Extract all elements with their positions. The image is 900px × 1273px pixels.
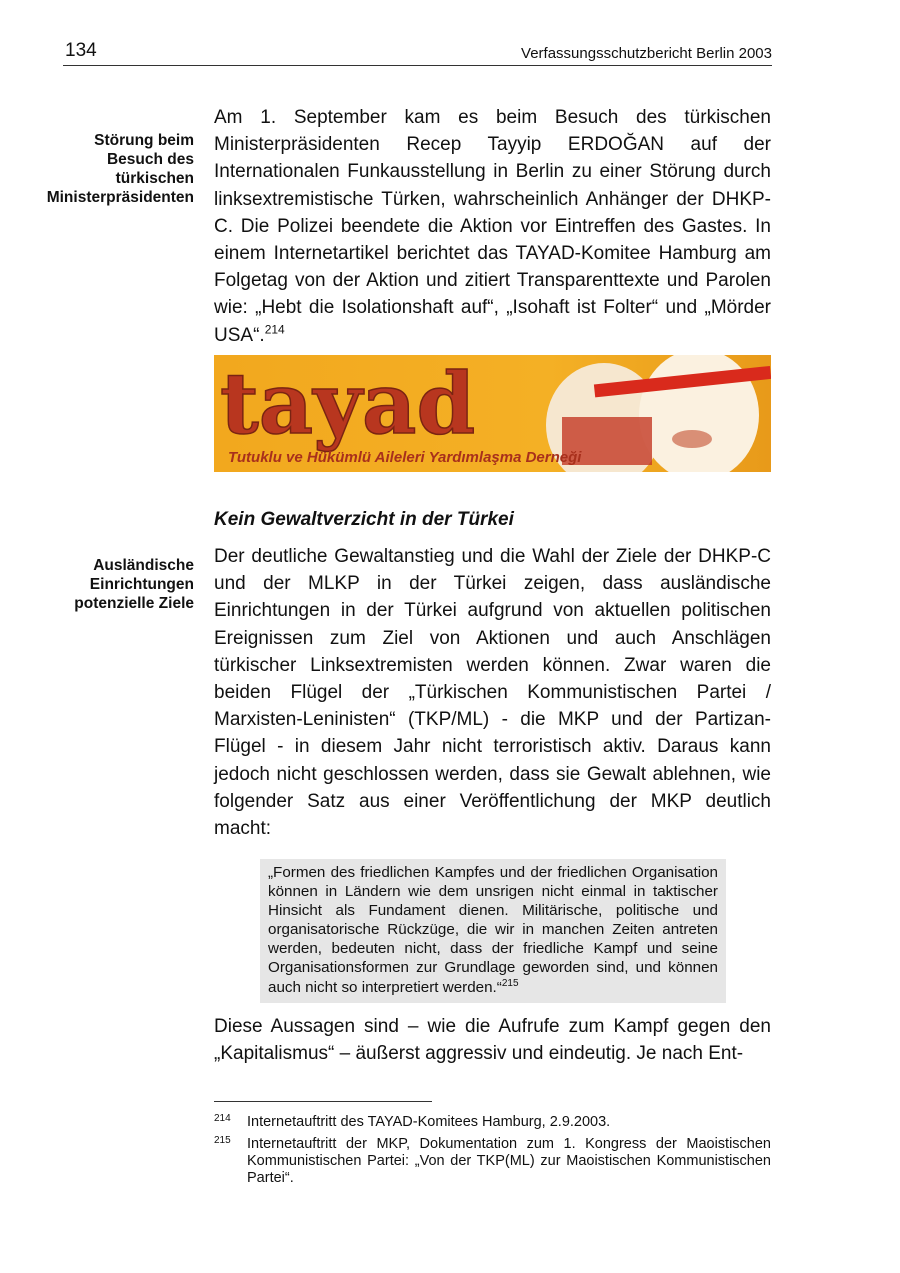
footnote-text: Internetauftritt des TAYAD-Komitees Hamburg, 2.9.2003.	[247, 1114, 611, 1130]
margin-note-line: potenzielle Ziele	[74, 595, 194, 612]
paragraph-text: Am 1. September kam es beim Besuch des türkischen Ministerpräsidenten Recep Tayyip ERDOĞAN auf der Internationalen Funkausstellung in Berlin zu einer Störung durch linksextremistische Türken, wahrscheinlich Anhänger der DHKP-C. Die Polizei beendete die Aktion vor Eintreffen des Gastes. In einem Internetartikel berichtet das TAYAD-Komitee Hamburg am Folgetag von der Aktion und zitiert Transparenttexte und Parolen wie: „Hebt die Isolationshaft auf“, „Isohaft ist Folter“ und „Mörder USA“.	[214, 107, 771, 346]
margin-note-line: türkischen	[115, 170, 194, 187]
banner-subtitle: Tutuklu ve Hükümlü Aileleri Yardımlaşma Derneği	[228, 449, 582, 466]
paragraph-violence: Der deutliche Gewaltanstieg und die Wahl der Ziele der DHKP-C und der MLKP in der Türkei zeigen, dass ausländische Einrichtungen in der Türkei aufgrund von aktuellen politischen Ereignissen zum Ziel von Aktionen und auch Anschlägen türkischer Linksextremisten werden können. Zwar waren die beiden Flügel der „Türkischen Kommunistischen Partei / Marxisten-Leninisten“ (TKP/ML) - die MKP und der Partizan-Flügel - in diesem Jahr nicht terroristisch aktiv. Daraus kann jedoch nicht geschlossen werden, dass sie Gewalt ablehnen, wie folgender Satz aus einer Veröffentlichung der MKP deutlich macht:	[214, 546, 771, 840]
header-rule	[63, 65, 772, 66]
banner-logo-text: tayad	[220, 355, 476, 453]
paragraph-erdogan-visit	[214, 104, 771, 349]
block-quote	[260, 859, 726, 1003]
paragraph-statements: Diese Aussagen sind – wie die Aufrufe zum Kampf gegen den „Kapitalismus“ – äußerst aggressiv und eindeutig. Je nach Ent-	[214, 1016, 771, 1065]
page-number: 134	[65, 40, 97, 61]
footnote-number: 214	[214, 1113, 231, 1124]
footnote-ref: 214	[264, 322, 285, 337]
mouth-shape	[672, 430, 712, 448]
margin-note-line: Störung beim	[94, 132, 194, 149]
footnote-text: Internetauftritt der MKP, Dokumentation zum 1. Kongress der Maoistischen Kommunistischen Partei: „Von der TKP(ML) zur Maoistischen Kommunistischen Partei“.	[247, 1136, 771, 1186]
footnote-number: 215	[214, 1135, 231, 1146]
margin-note-disturbance	[20, 131, 194, 207]
quote-text: „Formen des friedlichen Kampfes und der friedlichen Organisation können in Ländern wie dem unsrigen nicht einmal in taktischer Hinsicht als Fundament dienen. Militärische, politische und organisatorische Rückzüge, die wir in manchen Zeiten antreten werden, bedeuten nicht, dass der friedliche Kampf und seine Organisationsformen zur Grundlage geworden sind, und können auch nicht so interpretiert werden.“	[268, 864, 718, 996]
margin-note-line: Einrichtungen	[89, 576, 194, 593]
running-header-title: Verfassungsschutzbericht Berlin 2003	[521, 45, 772, 62]
margin-note-line: Besuch des	[106, 151, 194, 168]
margin-note-line: Ministerpräsidenten	[46, 189, 194, 206]
footnote-rule	[214, 1101, 432, 1102]
margin-note-foreign-institutions	[20, 556, 194, 613]
tayad-banner-image	[214, 355, 771, 472]
margin-note-line: Ausländische	[93, 557, 194, 574]
footnote-ref: 215	[501, 977, 519, 989]
tayad-banner-graphic	[214, 355, 771, 472]
section-heading: Kein Gewaltverzicht in der Türkei	[214, 509, 514, 530]
